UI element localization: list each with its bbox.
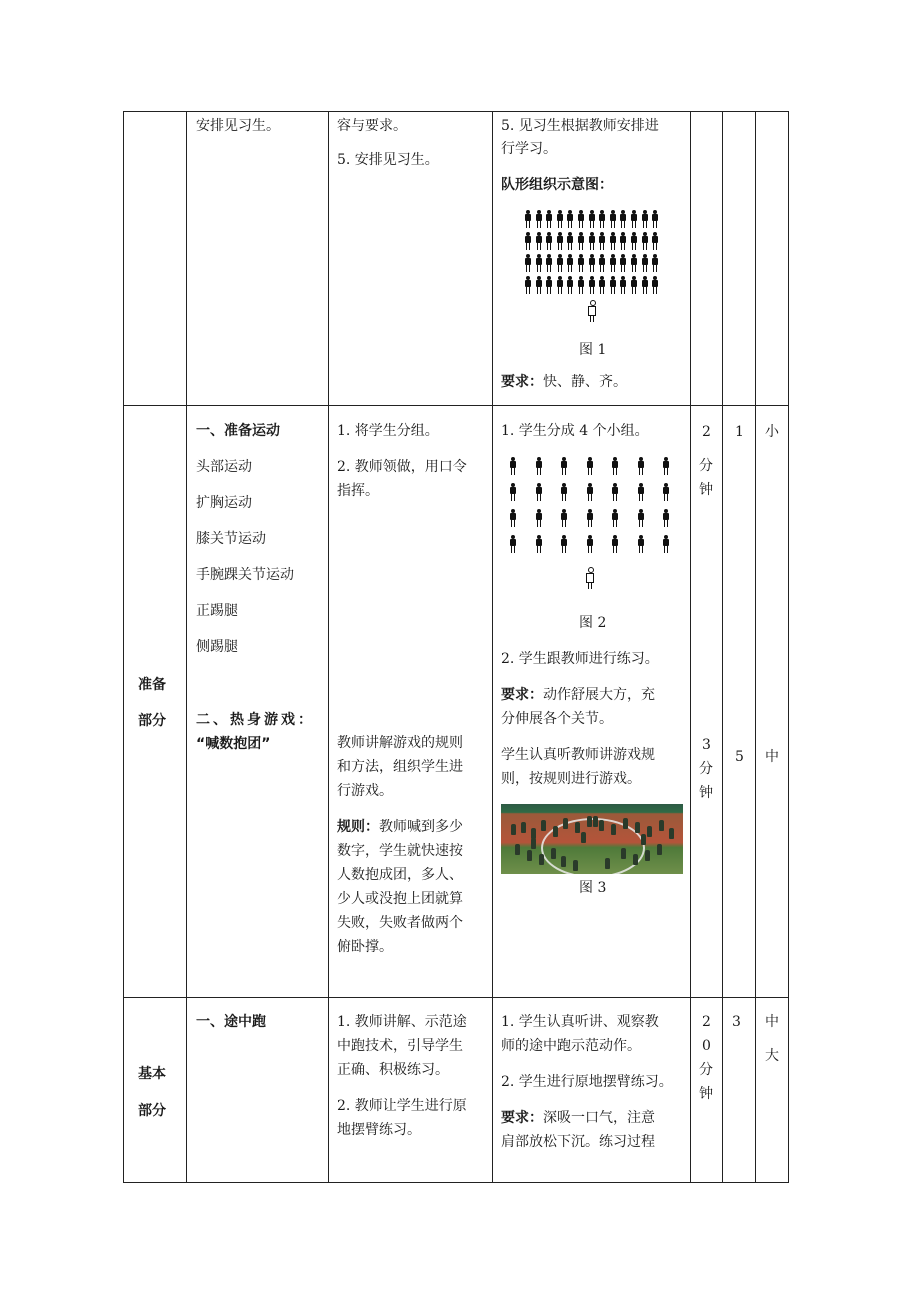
table-border bbox=[123, 1182, 789, 1183]
student-figure-icon bbox=[586, 509, 594, 527]
photo-student bbox=[641, 834, 646, 845]
content-title: 一、途中跑 bbox=[196, 1014, 266, 1030]
requirement-line bbox=[501, 1106, 655, 1130]
warmup-item: 手腕踝关节运动 bbox=[196, 567, 294, 583]
student-figure-icon bbox=[545, 276, 553, 294]
student-figure-icon bbox=[535, 276, 543, 294]
rule-text: 少人或没抱上团就算 bbox=[337, 891, 463, 907]
photo-student bbox=[521, 822, 526, 833]
photo-student bbox=[511, 824, 516, 835]
student-figure-icon bbox=[586, 457, 594, 475]
content-cell-text: 安排见习生。 bbox=[196, 118, 280, 134]
student-cell-text: 则，按规则进行游戏。 bbox=[501, 771, 641, 787]
warmup-item: 正踢腿 bbox=[196, 603, 238, 619]
photo-student bbox=[527, 850, 532, 861]
game-title: “喊数抱团” bbox=[196, 736, 271, 752]
student-figure-icon bbox=[566, 276, 574, 294]
figure-caption: 图 1 bbox=[579, 342, 607, 358]
student-figure-icon bbox=[598, 232, 606, 250]
photo-student bbox=[581, 832, 586, 843]
student-figure-icon bbox=[509, 509, 517, 527]
student-figure-icon bbox=[619, 254, 627, 272]
photo-student bbox=[539, 854, 544, 865]
student-figure-icon bbox=[509, 483, 517, 501]
photo-student bbox=[635, 822, 640, 833]
time-unit: 分 bbox=[699, 761, 713, 777]
student-figure-icon bbox=[611, 457, 619, 475]
warmup-item: 头部运动 bbox=[196, 459, 252, 475]
teacher-cell-text: 中跑技术，引导学生 bbox=[337, 1038, 463, 1054]
student-figure-icon bbox=[577, 210, 585, 228]
photo-student bbox=[561, 856, 566, 867]
teacher-cell-text: 正确、积极练习。 bbox=[337, 1062, 449, 1078]
photo-student bbox=[623, 818, 628, 829]
game-photo bbox=[501, 804, 683, 874]
student-figure-icon bbox=[641, 254, 649, 272]
student-figure-icon bbox=[611, 535, 619, 553]
student-figure-icon bbox=[598, 254, 606, 272]
teacher-figure-icon bbox=[587, 300, 597, 322]
student-figure-icon bbox=[637, 483, 645, 501]
student-figure-icon bbox=[556, 232, 564, 250]
student-figure-icon bbox=[566, 210, 574, 228]
student-figure-icon bbox=[577, 232, 585, 250]
student-figure-icon bbox=[619, 276, 627, 294]
photo-student bbox=[621, 848, 626, 859]
student-figure-icon bbox=[588, 254, 596, 272]
teacher-cell-text: 5. 安排见习生。 bbox=[337, 152, 439, 168]
figure-caption: 图 2 bbox=[579, 615, 607, 631]
student-figure-icon bbox=[630, 254, 638, 272]
student-figure-icon bbox=[641, 276, 649, 294]
student-figure-icon bbox=[577, 276, 585, 294]
student-figure-icon bbox=[560, 509, 568, 527]
student-cell-text: 2. 学生进行原地摆臂练习。 bbox=[501, 1074, 673, 1090]
requirement-text: 分伸展各个关节。 bbox=[501, 711, 613, 727]
diagram-title: 队形组织示意图： bbox=[501, 177, 613, 193]
rule-text: 失败，失败者做两个 bbox=[337, 915, 463, 931]
student-figure-icon bbox=[637, 535, 645, 553]
student-figure-icon bbox=[577, 254, 585, 272]
student-figure-icon bbox=[535, 210, 543, 228]
section-label: 基本 bbox=[138, 1066, 166, 1082]
intensity-value: 中 bbox=[765, 1014, 779, 1030]
student-figure-icon bbox=[611, 509, 619, 527]
teacher-cell-text: 教师讲解游戏的规则 bbox=[337, 735, 463, 751]
student-figure-icon bbox=[651, 254, 659, 272]
time-value: 2 bbox=[702, 424, 711, 440]
table-border bbox=[186, 111, 187, 1183]
photo-student bbox=[573, 860, 578, 871]
table-border bbox=[722, 111, 723, 1183]
student-figure-icon bbox=[560, 457, 568, 475]
photo-student bbox=[515, 844, 520, 855]
teacher-cell-text: 2. 教师让学生进行原 bbox=[337, 1098, 467, 1114]
student-figure-icon bbox=[609, 232, 617, 250]
student-figure-icon bbox=[586, 535, 594, 553]
warmup-title: 一、准备运动 bbox=[196, 423, 280, 439]
table-border bbox=[123, 405, 789, 406]
student-figure-icon bbox=[524, 276, 532, 294]
table-border bbox=[123, 111, 789, 112]
student-figure-icon bbox=[637, 509, 645, 527]
warmup-item: 侧踢腿 bbox=[196, 639, 238, 655]
photo-student bbox=[551, 848, 556, 859]
photo-student bbox=[605, 858, 610, 869]
table-border bbox=[690, 111, 691, 1183]
student-figure-icon bbox=[586, 483, 594, 501]
photo-student bbox=[575, 822, 580, 833]
student-figure-icon bbox=[611, 483, 619, 501]
photo-student bbox=[657, 844, 662, 855]
warmup-item: 膝关节运动 bbox=[196, 531, 266, 547]
teacher-cell-text: 行游戏。 bbox=[337, 783, 393, 799]
section-label: 部分 bbox=[138, 713, 166, 729]
student-figure-icon bbox=[641, 210, 649, 228]
teacher-cell-text: 2. 教师领做，用口令 bbox=[337, 459, 467, 475]
student-figure-icon bbox=[545, 210, 553, 228]
table-border bbox=[788, 111, 789, 1183]
student-figure-icon bbox=[630, 276, 638, 294]
student-figure-icon bbox=[588, 210, 596, 228]
student-figure-icon bbox=[509, 535, 517, 553]
student-figure-icon bbox=[662, 509, 670, 527]
photo-student bbox=[611, 824, 616, 835]
student-cell-text: 师的途中跑示范动作。 bbox=[501, 1038, 641, 1054]
student-figure-icon bbox=[566, 254, 574, 272]
rule-line bbox=[337, 815, 463, 839]
student-figure-icon bbox=[662, 457, 670, 475]
count-value: 5 bbox=[735, 749, 744, 765]
teacher-cell-text: 地摆臂练习。 bbox=[337, 1122, 421, 1138]
photo-student bbox=[541, 820, 546, 831]
photo-student bbox=[659, 820, 664, 831]
photo-student bbox=[599, 820, 604, 831]
photo-student bbox=[563, 818, 568, 829]
student-figure-icon bbox=[662, 535, 670, 553]
student-figure-icon bbox=[662, 483, 670, 501]
student-figure-icon bbox=[609, 276, 617, 294]
student-figure-icon bbox=[545, 232, 553, 250]
student-figure-icon bbox=[619, 210, 627, 228]
time-unit: 钟 bbox=[699, 1086, 713, 1102]
figure-caption: 图 3 bbox=[579, 880, 607, 896]
student-cell-text: 行学习。 bbox=[501, 141, 557, 157]
student-figure-icon bbox=[598, 210, 606, 228]
student-figure-icon bbox=[651, 210, 659, 228]
student-figure-icon bbox=[535, 483, 543, 501]
teacher-cell-text: 和方法，组织学生进 bbox=[337, 759, 463, 775]
student-figure-icon bbox=[651, 232, 659, 250]
teacher-cell-text: 1. 教师讲解、示范途 bbox=[337, 1014, 467, 1030]
time-value: 0 bbox=[702, 1038, 711, 1054]
student-figure-icon bbox=[535, 509, 543, 527]
time-value: 3 bbox=[702, 737, 711, 753]
teacher-figure-icon bbox=[585, 567, 595, 589]
rule-text: 人数抱成团，多人、 bbox=[337, 867, 463, 883]
student-figure-icon bbox=[641, 232, 649, 250]
requirement-label: 要求： bbox=[501, 374, 543, 390]
rule-text: 数字，学生就快速按 bbox=[337, 843, 463, 859]
student-figure-icon bbox=[524, 254, 532, 272]
teacher-cell-text: 1. 将学生分组。 bbox=[337, 423, 439, 439]
student-figure-icon bbox=[598, 276, 606, 294]
student-figure-icon bbox=[588, 232, 596, 250]
photo-student bbox=[633, 854, 638, 865]
requirement-text: 深吸一口气，注意 bbox=[543, 1110, 655, 1126]
student-figure-icon bbox=[619, 232, 627, 250]
requirement-line bbox=[501, 683, 655, 707]
intensity-value: 大 bbox=[765, 1048, 779, 1064]
student-figure-icon bbox=[630, 232, 638, 250]
student-figure-icon bbox=[651, 276, 659, 294]
student-cell-text: 1. 学生认真听讲、观察教 bbox=[501, 1014, 659, 1030]
student-cell-text: 5. 见习生根据教师安排进 bbox=[501, 118, 659, 134]
student-figure-icon bbox=[560, 535, 568, 553]
photo-student bbox=[531, 838, 536, 849]
table-border bbox=[328, 111, 329, 1183]
requirement-text: 动作舒展大方，充 bbox=[543, 687, 655, 703]
photo-student bbox=[593, 816, 598, 827]
count-value: 1 bbox=[735, 424, 744, 440]
student-figure-icon bbox=[637, 457, 645, 475]
student-figure-icon bbox=[556, 276, 564, 294]
student-figure-icon bbox=[535, 254, 543, 272]
photo-student bbox=[647, 826, 652, 837]
student-figure-icon bbox=[556, 254, 564, 272]
photo-student bbox=[553, 826, 558, 837]
table-border bbox=[123, 111, 124, 1183]
requirement-text: 肩部放松下沉。练习过程 bbox=[501, 1134, 655, 1150]
student-cell-text: 学生认真听教师讲游戏规 bbox=[501, 747, 655, 763]
rule-label: 规则： bbox=[337, 819, 379, 835]
teacher-cell-text: 容与要求。 bbox=[337, 118, 407, 134]
intensity-value: 中 bbox=[765, 749, 779, 765]
requirement-line bbox=[501, 370, 627, 394]
student-figure-icon bbox=[535, 535, 543, 553]
warmup-item: 扩胸运动 bbox=[196, 495, 252, 511]
student-figure-icon bbox=[524, 232, 532, 250]
student-figure-icon bbox=[566, 232, 574, 250]
requirement-text: 快、静、齐。 bbox=[543, 374, 627, 390]
student-figure-icon bbox=[630, 210, 638, 228]
intensity-value: 小 bbox=[765, 424, 779, 440]
requirement-label: 要求： bbox=[501, 687, 543, 703]
time-unit: 分 bbox=[699, 1062, 713, 1078]
count-value: 3 bbox=[732, 1014, 741, 1030]
time-unit: 分 bbox=[699, 458, 713, 474]
game-title: 二、热身游戏： bbox=[196, 712, 315, 728]
student-figure-icon bbox=[609, 210, 617, 228]
photo-student bbox=[645, 850, 650, 861]
section-label: 部分 bbox=[138, 1103, 166, 1119]
student-figure-icon bbox=[556, 210, 564, 228]
student-figure-icon bbox=[560, 483, 568, 501]
photo-student bbox=[587, 816, 592, 827]
student-cell-text: 1. 学生分成 4 个小组。 bbox=[501, 423, 649, 439]
table-border bbox=[123, 997, 789, 998]
time-unit: 钟 bbox=[699, 482, 713, 498]
student-figure-icon bbox=[545, 254, 553, 272]
student-figure-icon bbox=[535, 232, 543, 250]
section-label: 准备 bbox=[138, 677, 166, 693]
time-unit: 钟 bbox=[699, 785, 713, 801]
table-border bbox=[755, 111, 756, 1183]
rule-text: 俯卧撑。 bbox=[337, 939, 393, 955]
student-figure-icon bbox=[509, 457, 517, 475]
student-figure-icon bbox=[609, 254, 617, 272]
teacher-cell-text: 指挥。 bbox=[337, 483, 379, 499]
student-cell-text: 2. 学生跟教师进行练习。 bbox=[501, 651, 659, 667]
rule-text: 教师喊到多少 bbox=[379, 819, 463, 835]
student-figure-icon bbox=[588, 276, 596, 294]
time-value: 2 bbox=[702, 1014, 711, 1030]
student-figure-icon bbox=[524, 210, 532, 228]
requirement-label: 要求： bbox=[501, 1110, 543, 1126]
photo-student bbox=[669, 828, 674, 839]
student-figure-icon bbox=[535, 457, 543, 475]
table-border bbox=[492, 111, 493, 1183]
